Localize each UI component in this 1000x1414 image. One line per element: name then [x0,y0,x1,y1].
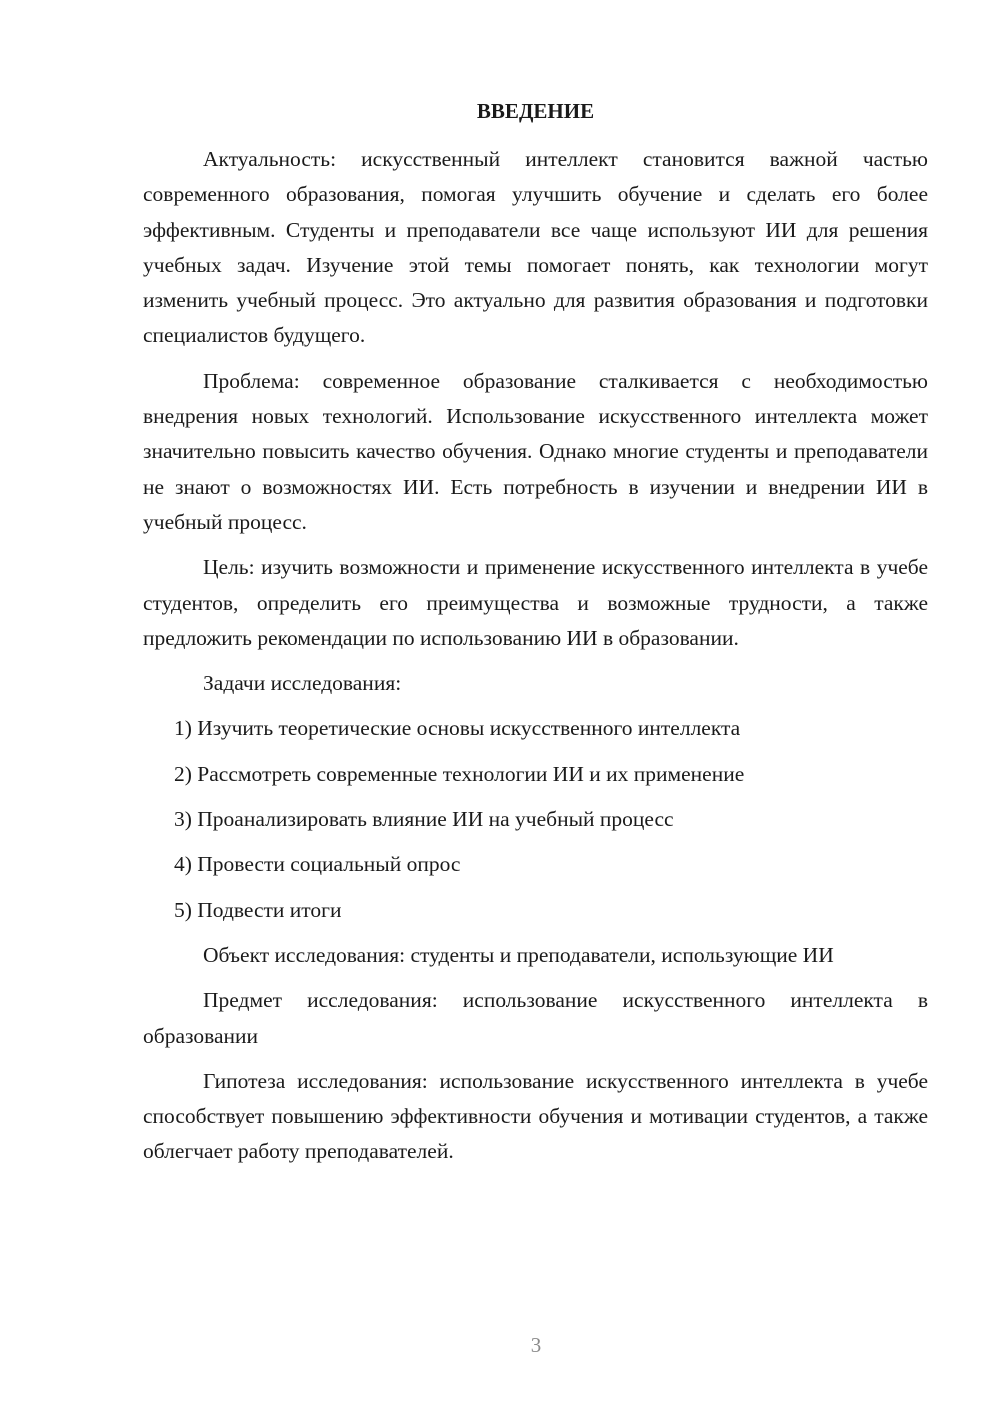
task-item: 1) Изучить теоретические основы искусственного интеллекта [174,716,741,741]
task-item: 5) Подвести итоги [174,897,342,922]
task-item: 3) Проанализировать влияние ИИ на учебный процесс [174,807,674,832]
subject-paragraph: Предмет исследования: использование искусственного интеллекта в образовании [143,988,928,1048]
relevance-paragraph: Актуальность: искусственный интеллект становится важной частью современного образования, помогая улучшить обучение и сделать его более эффективным. Студенты и преподаватели все чаще используют ИИ для решения учебных задач. Изучение этой темы помогает понять, как технологии могут изменить учебный процесс. Это актуально для развития образования и подготовки специалистов будущего. [143,147,928,348]
tasks-intro: Задачи исследования: [203,671,402,696]
page-title: ВВЕДЕНИЕ [476,99,595,123]
goal-paragraph: Цель: изучить возможности и применение искусственного интеллекта в учебе студентов, определить его преимущества и возможные трудности, а также предложить рекомендации по использованию ИИ в образовании. [143,555,928,650]
hypothesis-paragraph: Гипотеза исследования: использование искусственного интеллекта в учебе способствует повышению эффективности обучения и мотивации студентов, а также облегчает работу преподавателей. [143,1068,928,1164]
task-item: 2) Рассмотреть современные технологии ИИ и их применение [174,761,745,786]
document-body [143,142,928,1170]
object-paragraph: Объект исследования: студенты и преподаватели, использующие ИИ [203,942,834,967]
task-item: 4) Провести социальный опрос [174,852,461,877]
page-number: 3 [530,1333,542,1357]
problem-paragraph: Проблема: современное образование сталкивается с необходимостью внедрения новых технологий. Использование искусственного интеллекта может значительно повысить качество обучения. Однако многие студенты и преподаватели не знают о возможностях ИИ. Есть потребность в изучении и внедрении ИИ в учебный процесс. [143,368,928,534]
